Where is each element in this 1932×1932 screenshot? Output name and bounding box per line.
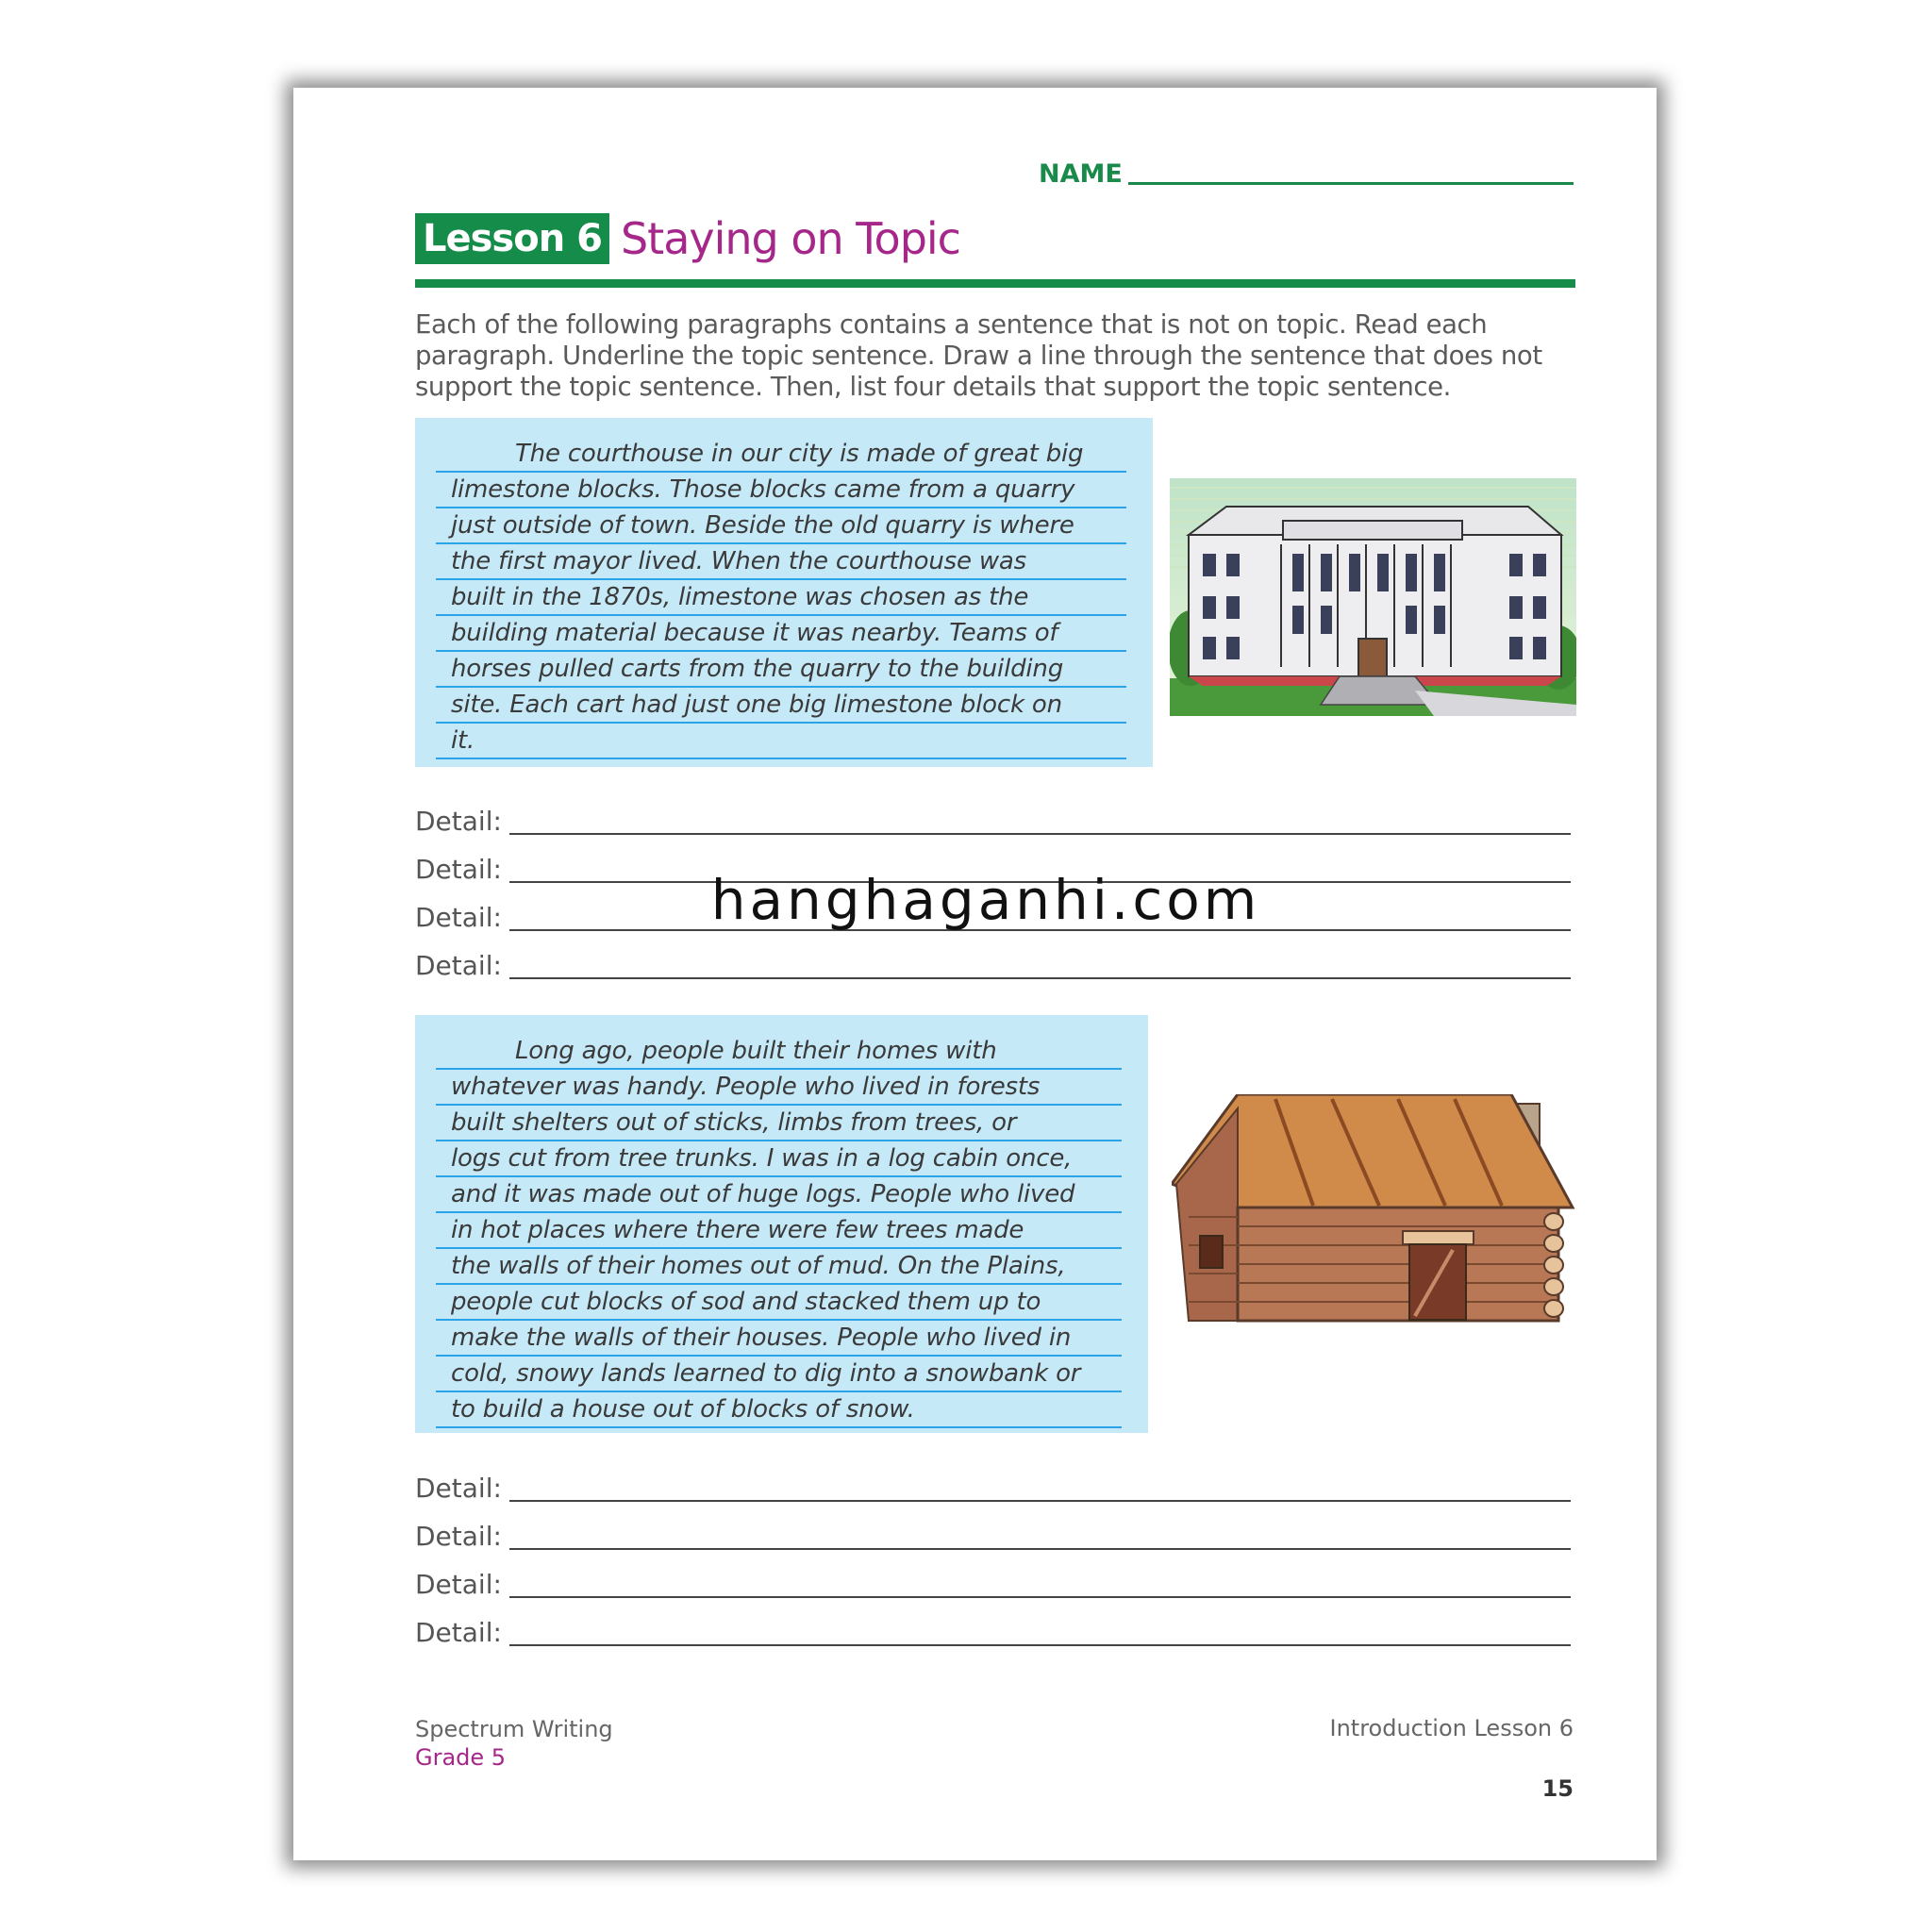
name-label: NAME bbox=[1039, 159, 1123, 189]
footer-left bbox=[415, 1715, 613, 1772]
passage-line: The courthouse in our city is made of great big bbox=[436, 437, 1126, 473]
passage-line: it. bbox=[436, 724, 1126, 759]
passage-line: to build a house out of blocks of snow. bbox=[436, 1392, 1122, 1428]
passage-courthouse bbox=[415, 418, 1153, 767]
detail-answer-line[interactable] bbox=[509, 1596, 1571, 1598]
detail-label: Detail: bbox=[415, 950, 502, 981]
detail-row bbox=[415, 1457, 1571, 1506]
lesson-title: Staying on Topic bbox=[620, 213, 960, 264]
title-rule bbox=[415, 279, 1575, 288]
detail-row bbox=[415, 1506, 1571, 1554]
passage-line: building material because it was nearby. Teams of bbox=[436, 616, 1126, 652]
footer-section: Introduction Lesson 6 bbox=[1329, 1715, 1574, 1741]
detail-label: Detail: bbox=[415, 1473, 502, 1504]
detail-label: Detail: bbox=[415, 806, 502, 837]
log-cabin-illustration bbox=[1172, 1094, 1577, 1354]
detail-answer-line[interactable] bbox=[509, 1644, 1571, 1646]
detail-label: Detail: bbox=[415, 1617, 502, 1648]
page-number: 15 bbox=[1541, 1775, 1574, 1802]
detail-label: Detail: bbox=[415, 902, 502, 933]
watermark: hanghaganhi.com bbox=[710, 868, 1261, 932]
detail-label: Detail: bbox=[415, 1569, 502, 1600]
detail-row bbox=[415, 935, 1571, 983]
passage-line: in hot places where there were few trees made bbox=[436, 1213, 1122, 1249]
footer-series: Spectrum Writing bbox=[415, 1716, 613, 1742]
passage-line: Long ago, people built their homes with bbox=[436, 1034, 1122, 1070]
instructions: Each of the following paragraphs contains a sentence that is not on topic. Read each paragraph. Underline the topic sentence. Draw a line through the sentence that does not support the topic sentence. Then, list four details that support the topic sentence. bbox=[415, 309, 1542, 402]
footer-grade: Grade 5 bbox=[415, 1744, 507, 1771]
name-line[interactable] bbox=[1128, 182, 1574, 185]
passage-line: and it was made out of huge logs. People who lived bbox=[436, 1177, 1122, 1213]
detail-row bbox=[415, 791, 1571, 839]
detail-answer-line[interactable] bbox=[509, 1548, 1571, 1550]
passage-line: cold, snowy lands learned to dig into a snowbank or bbox=[436, 1357, 1122, 1392]
passage-line: make the walls of their houses. People who lived in bbox=[436, 1321, 1122, 1357]
passage-homes bbox=[415, 1015, 1148, 1433]
lesson-heading bbox=[415, 212, 960, 265]
passage-line: just outside of town. Beside the old quarry is where bbox=[436, 508, 1126, 544]
detail-answer-line[interactable] bbox=[509, 977, 1571, 979]
passage-line: logs cut from tree trunks. I was in a log cabin once, bbox=[436, 1141, 1122, 1177]
passage-line: horses pulled carts from the quarry to the building bbox=[436, 652, 1126, 688]
name-field[interactable] bbox=[1039, 149, 1574, 187]
passage-line: built in the 1870s, limestone was chosen as the bbox=[436, 580, 1126, 616]
passage-line: the walls of their homes out of mud. On the Plains, bbox=[436, 1249, 1122, 1285]
courthouse-illustration bbox=[1170, 478, 1576, 716]
detail-label: Detail: bbox=[415, 854, 502, 885]
passage-line: limestone blocks. Those blocks came from a quarry bbox=[436, 473, 1126, 508]
detail-answer-line[interactable] bbox=[509, 833, 1571, 835]
detail-label: Detail: bbox=[415, 1521, 502, 1552]
passage-line: site. Each cart had just one big limestone block on bbox=[436, 688, 1126, 724]
passage-line: whatever was handy. People who lived in forests bbox=[436, 1070, 1122, 1106]
passage-line: built shelters out of sticks, limbs from trees, or bbox=[436, 1106, 1122, 1141]
passage-line: people cut blocks of sod and stacked them up to bbox=[436, 1285, 1122, 1321]
details-section-2 bbox=[415, 1457, 1571, 1650]
detail-answer-line[interactable] bbox=[509, 1500, 1571, 1502]
detail-row bbox=[415, 1554, 1571, 1602]
passage-line: the first mayor lived. When the courthouse was bbox=[436, 544, 1126, 580]
detail-row bbox=[415, 1602, 1571, 1650]
lesson-badge: Lesson 6 bbox=[415, 213, 609, 264]
